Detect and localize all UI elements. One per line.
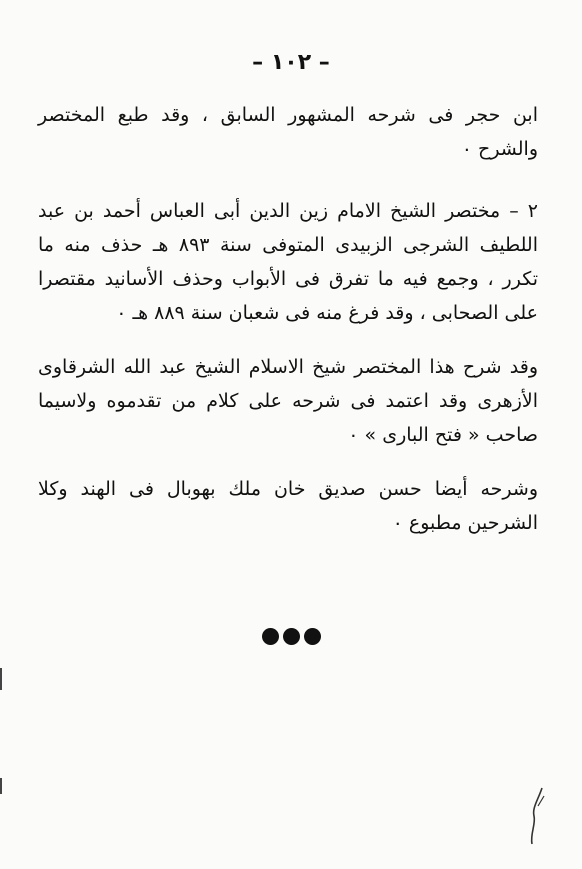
paragraph-3: وقد شرح هذا المختصر شيخ الاسلام الشيخ عبد الله الشرقاوى الأزهرى وقد اعتمد فى شرحه على كلام من تقدموه ولاسيما صاحب « فتح البارى » ٠ <box>38 356 538 446</box>
pen-mark <box>526 786 550 846</box>
scan-edge-mark <box>0 778 2 794</box>
paragraph-1: ابن حجر فى شرحه المشهور السابق ، وقد طبع المختصر والشرح ٠ <box>38 104 538 160</box>
page-body <box>38 98 538 540</box>
ornament-dot <box>262 628 279 645</box>
paragraph-4: وشرحه أيضا حسن صديق خان ملك بهوبال فى الهند وكلا الشرحين مطبوع ٠ <box>38 478 538 534</box>
page-number: – ١٠٢ – <box>252 50 330 75</box>
ornament-dot <box>304 628 321 645</box>
paragraph-2: ٢ – مختصر الشيخ الامام زين الدين أبى العباس أحمد بن عبد اللطيف الشرجى الزبيدى المتوفى سنة ٨٩٣ هـ حذف منه ما تكرر ، وجمع فيه ما تفرق فى الأبواب وحذف الأسانيد مقتصرا على الصحابى ، وقد فرغ منه فى شعبان سنة ٨٨٩ هـ ٠ <box>38 200 538 324</box>
section-end-ornament <box>0 628 582 645</box>
ornament-dot <box>283 628 300 645</box>
scan-edge-mark <box>0 668 2 690</box>
